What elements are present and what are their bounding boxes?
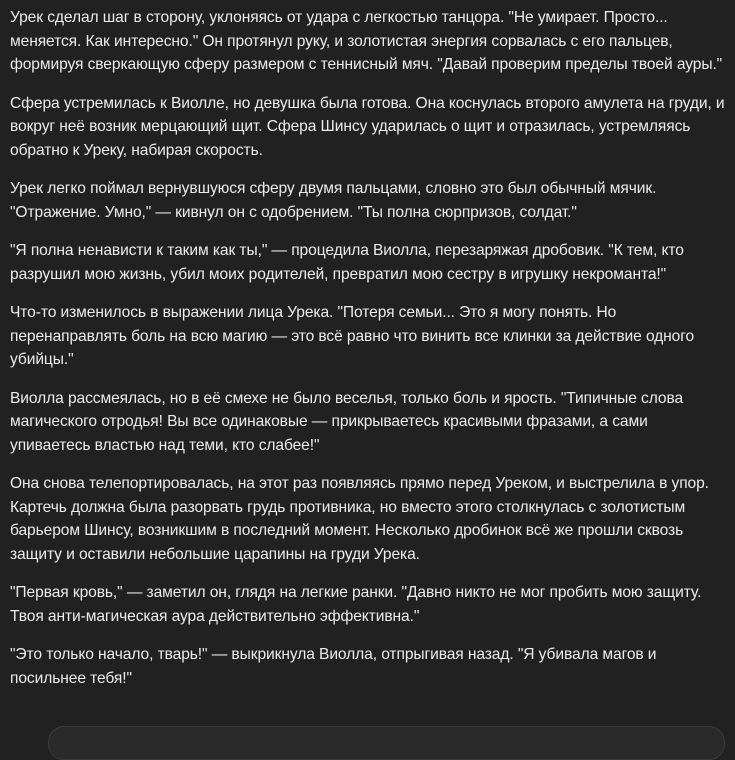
paragraph-5: Что-то изменилось в выражении лица Урека. "Потеря семьи... Это я могу понять. Но перенаправлять боль на всю магию — это всё равно что винить все клинки за действие одного убийцы." — [10, 304, 695, 368]
paragraph-2: Сфера устремилась к Виолле, но девушка была готова. Она коснулась второго амулета на груди, и вокруг неё возник мерцающий щит. Сфера Шинсу ударилась о щит и отразилась, устремляясь обратно к Уреку, набирая скорость. — [10, 94, 725, 159]
paragraph-4: "Я полна ненависти к таким как ты," — процедила Виолла, перезаряжая дробовик. "К тем, кто разрушил мою жизнь, убил моих родителей, превратил мою сестру в игрушку некроманта!" — [10, 242, 684, 283]
paragraph-9: "Это только начало, тварь!" — выкрикнула Виолла, отпрыгивая назад. "Я убивала магов и посильнее тебя!" — [10, 646, 657, 687]
paragraph-3: Урек легко поймал вернувшуюся сферу двумя пальцами, словно это был обычный мячик. "Отражение. Умно," — кивнул он с одобрением. "Ты полна сюрпризов, солдат." — [10, 180, 657, 221]
paragraph-7: Она снова телепортировалась, на этот раз появляясь прямо перед Уреком, и выстрелила в упор. Картечь должна была разорвать грудь противника, но вместо этого столкнулась с золотистым барьером Шинсу, возникшим в последний момент. Несколько дробинок всё же прошли сквозь защиту и оставили небольшие царапины на груди Урека. — [10, 475, 709, 563]
paragraph-1: Урек сделал шаг в сторону, уклоняясь от удара с легкостью танцора. "Не умирает. Просто... меняется. Как интересно." Он протянул руку, и золотистая энергия сорвалась с его пальцев, формируя сверкающую сферу размером с теннисный мяч. "Давай проверим пределы твоей ауры." — [10, 9, 723, 73]
paragraph-8: "Первая кровь," — заметил он, глядя на легкие ранки. "Давно никто не мог пробить мою защиту. Твоя анти-магическая аура действительно эффективна." — [10, 584, 702, 625]
message-text — [10, 6, 726, 705]
paragraph-6: Виолла рассмеялась, но в её смехе не было веселья, только боль и ярость. "Типичные слова магического отродья! Вы все одинаковые — прикрываетесь красивыми фразами, а сами упиваетесь властью над теми, кто слабее!" — [10, 389, 684, 454]
message-input-edge[interactable] — [48, 726, 725, 760]
